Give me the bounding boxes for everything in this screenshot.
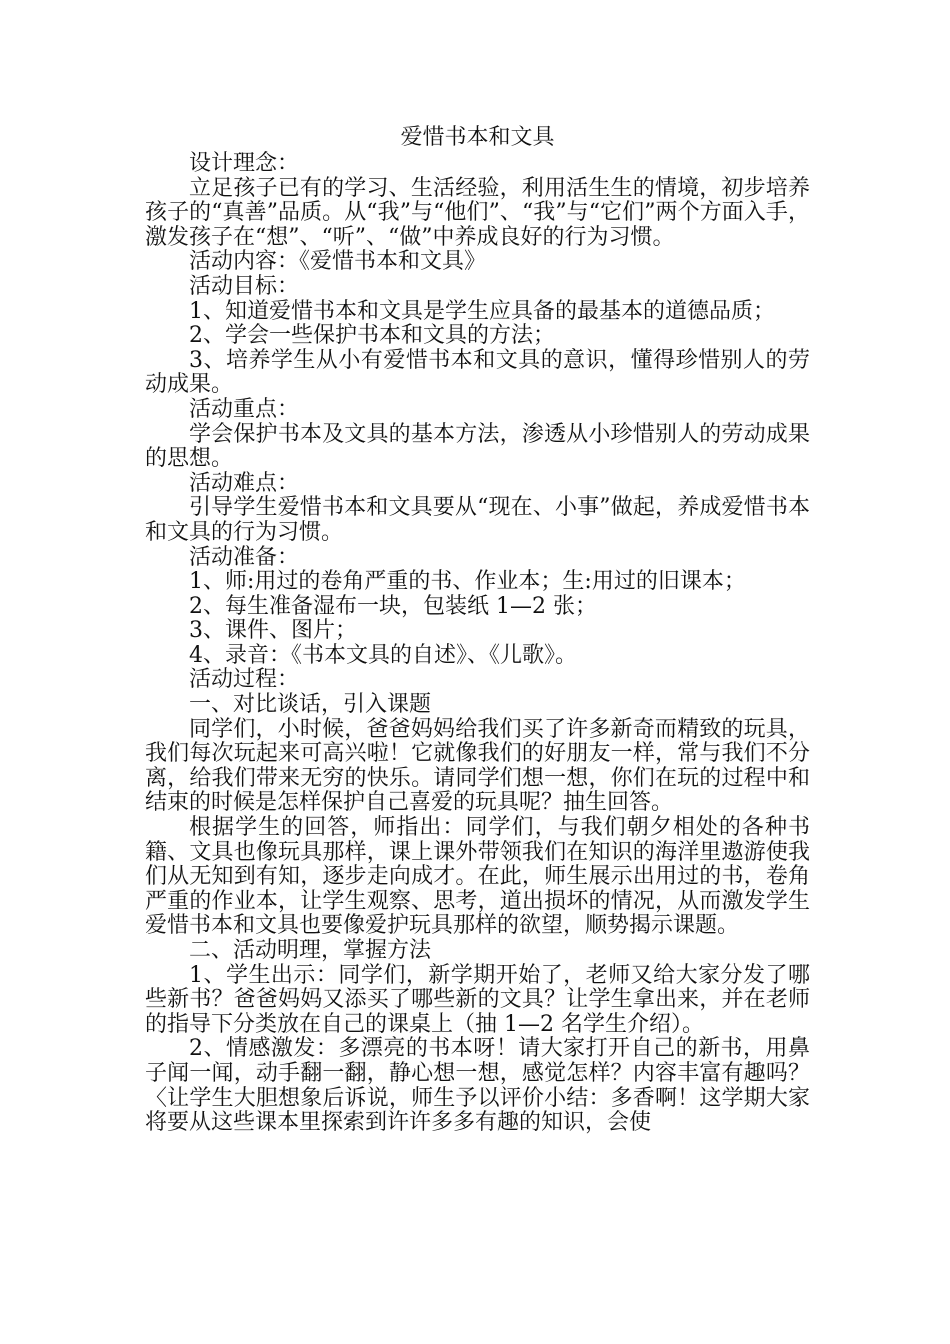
section-heading-2: 二、活动明理，掌握方法 xyxy=(189,938,432,963)
goal-item-1: 1、知道爱惜书本和文具是学生应具备的最基本的道德品质； xyxy=(189,298,775,324)
document-title: 爱惜书本和文具 xyxy=(400,125,555,150)
paragraph-teacher-points-out: 根据学生的回答，师指出：同学们，与我们朝夕相处的各种书籍、文具也像玩具那样，课上课外带领我们在知识的海洋里遨游使我们从无知到有知，逐步走向成才。在此，师生展示出用过的书，卷角严重的作业本，让学生观察、思考，道出损坏的情况，从而激发学生爱惜书本和文具也要像爱护玩具那样的欲望，顺势揭示课题。 xyxy=(145,815,810,939)
heading-activity-goals: 活动目标： xyxy=(189,273,300,299)
paragraph-key-points: 学会保护书本及文具的基本方法，渗透从小珍惜别人的劳动成果的思想。 xyxy=(145,421,810,472)
paragraph-emotion-inspire: 2、情感激发：多漂亮的书本呀！请大家打开自己的新书，用鼻子闻一闻，动手翻一翻，静心想一想，感觉怎样？内容丰富有趣吗？〈让学生大胆想象后诉说，师生予以评价小结：多香啊！这学期大家将要从这些课本里探索到许许多多有趣的知识，会使 xyxy=(145,1036,810,1136)
heading-activity-content: 活动内容：《爱惜书本和文具》 xyxy=(189,249,487,275)
section-heading-1: 一、对比谈话，引入课题 xyxy=(189,692,432,718)
heading-preparation: 活动准备： xyxy=(189,544,300,570)
goal-item-3: 3、培养学生从小有爱惜书本和文具的意识，懂得珍惜别人的劳动成果。 xyxy=(145,347,810,398)
paragraph-difficulties: 引导学生爱惜书本和文具要从“现在、小事”做起，养成爱惜书本和文具的行为习惯。 xyxy=(145,495,810,545)
preparation-item-3: 3、课件、图片； xyxy=(189,618,357,644)
heading-design-concept: 设计理念： xyxy=(189,151,300,176)
goal-item-2: 2、学会一些保护书本和文具的方法； xyxy=(189,323,555,349)
heading-difficulties: 活动难点： xyxy=(189,470,300,496)
paragraph-design-concept: 立足孩子已有的学习、生活经验，利用活生生的情境，初步培养孩子的“真善”品质。从“我”与“他们”、“我”与“它们”两个方面入手，激发孩子在“想”、“听”、“做”中养成良好的行为习惯。 xyxy=(145,175,810,250)
heading-process: 活动过程： xyxy=(189,667,300,693)
preparation-item-2: 2、每生准备湿布一块，包装纸 1—2 张； xyxy=(189,593,597,619)
paragraph-student-display: 1、学生出示：同学们，新学期开始了，老师又给大家分发了哪些新书？爸爸妈妈又添买了哪些新的文具？让学生拿出来，并在老师的指导下分类放在自己的课桌上（抽 1—2 名学生介绍）。 xyxy=(145,962,810,1037)
heading-key-points: 活动重点： xyxy=(189,396,300,422)
preparation-item-4: 4、录音：《书本文具的自述》、《儿歌》。 xyxy=(189,642,577,668)
document-page xyxy=(145,124,810,1136)
paragraph-intro-toys: 同学们，小时候，爸爸妈妈给我们买了许多新奇而精致的玩具，我们每次玩起来可高兴啦！它就像我们的好朋友一样，常与我们不分离，给我们带来无穷的快乐。请同学们想一想，你们在玩的过程中和结束的时候是怎样保护自己喜爱的玩具呢？抽生回答。 xyxy=(145,716,810,816)
preparation-item-1: 1、师:用过的卷角严重的书、作业本；生:用过的旧课本； xyxy=(189,569,746,595)
